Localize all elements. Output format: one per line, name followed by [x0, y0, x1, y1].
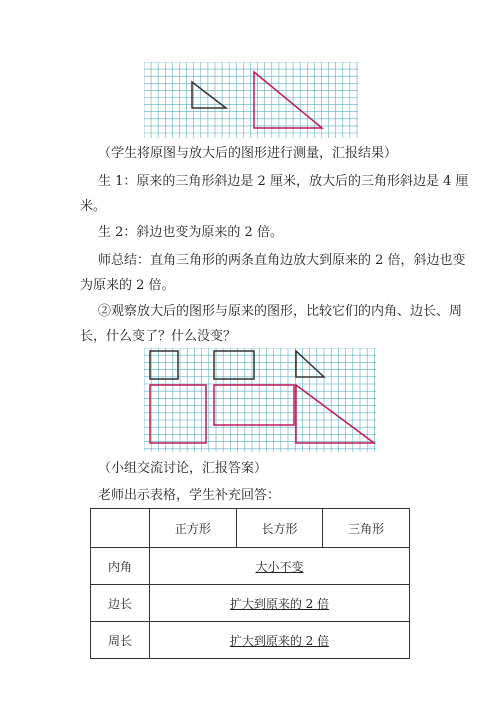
paragraph-measure: （学生将原图与放大后的图形进行测量，汇报结果） — [98, 146, 398, 161]
grid-lines — [144, 62, 358, 138]
paragraph-observe-cont: 长，什么变了？什么没变？ — [80, 329, 237, 344]
table-header-cell — [91, 509, 150, 548]
grid-lines — [144, 348, 376, 452]
row-label: 边长 — [91, 585, 150, 622]
table-header-cell: 长方形 — [236, 509, 323, 548]
table-row — [91, 585, 410, 622]
row-value — [150, 585, 410, 622]
paragraph-table-intro: 老师出示表格，学生补充回答： — [98, 488, 281, 503]
enlarged-triangle — [254, 72, 322, 128]
row-value — [150, 548, 410, 585]
row-value-text: 扩大到原来的 2 倍 — [229, 633, 330, 648]
paragraph-teacher-summary: 师总结：直角三角形的两条直角边放大到原来的 2 倍，斜边也变 — [98, 253, 466, 268]
paragraph-student1: 生 1：原来的三角形斜边是 2 厘米，放大后的三角形斜边是 4 厘 — [98, 174, 469, 189]
original-triangle — [296, 351, 324, 377]
table-row — [91, 622, 410, 659]
figure-triangle-enlargement — [144, 62, 358, 138]
table-header-row — [91, 509, 410, 548]
original-triangle — [192, 82, 226, 108]
paragraph-student2: 生 2：斜边也变为原来的 2 倍。 — [98, 225, 283, 240]
comparison-table — [90, 508, 410, 659]
table-row — [91, 548, 410, 585]
paragraph-discussion: （小组交流讨论，汇报答案） — [98, 461, 268, 476]
paragraph-student1-cont: 米。 — [80, 199, 107, 214]
table-header-cell: 三角形 — [323, 509, 410, 548]
paragraph-observe: ②观察放大后的图形与原来的图形，比较它们的内角、边长、周 — [98, 304, 463, 319]
table-header-cell: 正方形 — [150, 509, 237, 548]
row-label: 周长 — [91, 622, 150, 659]
row-label: 内角 — [91, 548, 150, 585]
figure-shapes-enlargement — [144, 348, 376, 452]
row-value-text: 扩大到原来的 2 倍 — [229, 596, 330, 611]
paragraph-teacher-summary-cont: 为原来的 2 倍。 — [80, 278, 175, 293]
row-value — [150, 622, 410, 659]
row-value-text: 大小不变 — [255, 559, 304, 574]
